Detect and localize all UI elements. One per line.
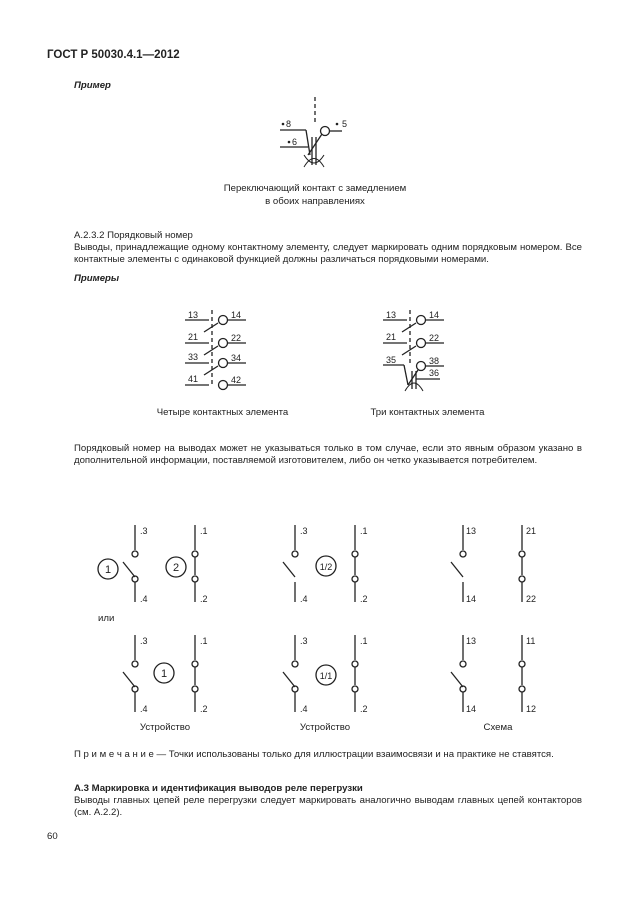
mark-delay-6: 6 xyxy=(292,137,298,147)
caption-device-1: Устройство xyxy=(139,722,191,733)
terminal-label: .1 xyxy=(200,526,208,536)
figure-row-1 xyxy=(80,520,550,610)
terminal-14: 14 xyxy=(429,310,440,320)
terminal-label: .4 xyxy=(140,704,148,714)
device-number-circle: 2 xyxy=(172,562,180,574)
device-number-circle: 1 xyxy=(160,668,168,680)
terminal-label: .1 xyxy=(360,526,368,536)
terminal-label: 21 xyxy=(526,526,537,536)
terminal-21: 21 xyxy=(386,332,397,342)
terminal-label: .1 xyxy=(200,636,208,646)
figure-row-2 xyxy=(80,630,550,720)
terminal-22: 22 xyxy=(231,333,242,343)
caption-changeover-line2: в обоих направлениях xyxy=(265,196,365,207)
device-number-circle: 1/1 xyxy=(319,671,333,681)
terminal-22: 22 xyxy=(429,333,440,343)
terminal-label: 22 xyxy=(526,594,537,604)
terminal-38: 38 xyxy=(429,356,440,366)
terminal-35: 35 xyxy=(386,355,397,365)
terminal-36: 36 xyxy=(429,368,440,378)
section-heading-a3: А.3 Маркировка и идентификация выводов реле перегрузки xyxy=(74,783,363,794)
terminal-label: .4 xyxy=(300,704,308,714)
changeover-contact-delay-diagram xyxy=(270,95,370,170)
terminal-14: 14 xyxy=(231,310,242,320)
terminal-label: .3 xyxy=(140,636,148,646)
caption-four-contacts: Четыре контактных элемента xyxy=(156,407,289,418)
terminal-41: 41 xyxy=(188,374,199,384)
paragraph-serial-number: Порядковый номер на выводах может не указываться только в том случае, если это явным образом указано в дополнительной информации, поставляемой изготовителем, либо он четко указывается потребителем. xyxy=(74,443,582,466)
terminal-label: .2 xyxy=(360,594,368,604)
mark-delay-5: 5 xyxy=(342,119,348,129)
caption-three-contacts: Три контактных элемента xyxy=(370,407,485,418)
example-label: Пример xyxy=(74,80,111,91)
note-text: — Точки использованы только для иллюстрации взаимосвязи и на практике не ставятся. xyxy=(153,749,554,760)
three-contacts-diagram xyxy=(380,305,470,395)
terminal-21: 21 xyxy=(188,332,199,342)
four-contacts-diagram xyxy=(180,305,270,395)
terminal-label: .2 xyxy=(200,704,208,714)
mark-delay-8: 8 xyxy=(286,119,292,129)
caption-scheme: Схема xyxy=(483,722,513,733)
terminal-42: 42 xyxy=(231,375,242,385)
document-header: ГОСТ Р 50030.4.1—2012 xyxy=(47,49,180,61)
terminal-label: .3 xyxy=(140,526,148,536)
section-heading-a232: А.2.3.2 Порядковый номер xyxy=(74,230,193,241)
terminal-label: .2 xyxy=(200,594,208,604)
terminal-label: 13 xyxy=(466,526,477,536)
section-a3-paragraph: Выводы главных цепей реле перегрузки следует маркировать аналогично выводам главных цепей контакторов (см. А.2.2). xyxy=(74,795,582,818)
terminal-label: 12 xyxy=(526,704,537,714)
section-a232-paragraph: Выводы, принадлежащие одному контактному элементу, следует маркировать одним порядковым номером. Все контактные элементы с одинаковой функцией должны различаться порядковыми номерами. xyxy=(74,242,582,265)
terminal-13: 13 xyxy=(188,310,199,320)
caption-device-2: Устройство xyxy=(299,722,351,733)
page-number: 60 xyxy=(47,831,58,842)
note-paragraph xyxy=(74,749,582,761)
terminal-label: .3 xyxy=(300,526,308,536)
terminal-label: 14 xyxy=(466,594,477,604)
note-label: П р и м е ч а н и е xyxy=(74,749,154,760)
terminal-34: 34 xyxy=(231,353,242,363)
terminal-label: 11 xyxy=(526,636,536,646)
caption-changeover-line1: Переключающий контакт с замедлением xyxy=(223,183,407,194)
terminal-13: 13 xyxy=(386,310,397,320)
terminal-33: 33 xyxy=(188,352,199,362)
terminal-label: .3 xyxy=(300,636,308,646)
terminal-label: .1 xyxy=(360,636,368,646)
terminal-label: .4 xyxy=(140,594,148,604)
or-label: или xyxy=(98,613,115,624)
terminal-label: 14 xyxy=(466,704,477,714)
device-number-circle: 1/2 xyxy=(319,562,333,572)
examples-label: Примеры xyxy=(74,273,120,284)
device-number-circle: 1 xyxy=(104,564,112,576)
terminal-label: .4 xyxy=(300,594,308,604)
terminal-label: 13 xyxy=(466,636,477,646)
terminal-label: .2 xyxy=(360,704,368,714)
